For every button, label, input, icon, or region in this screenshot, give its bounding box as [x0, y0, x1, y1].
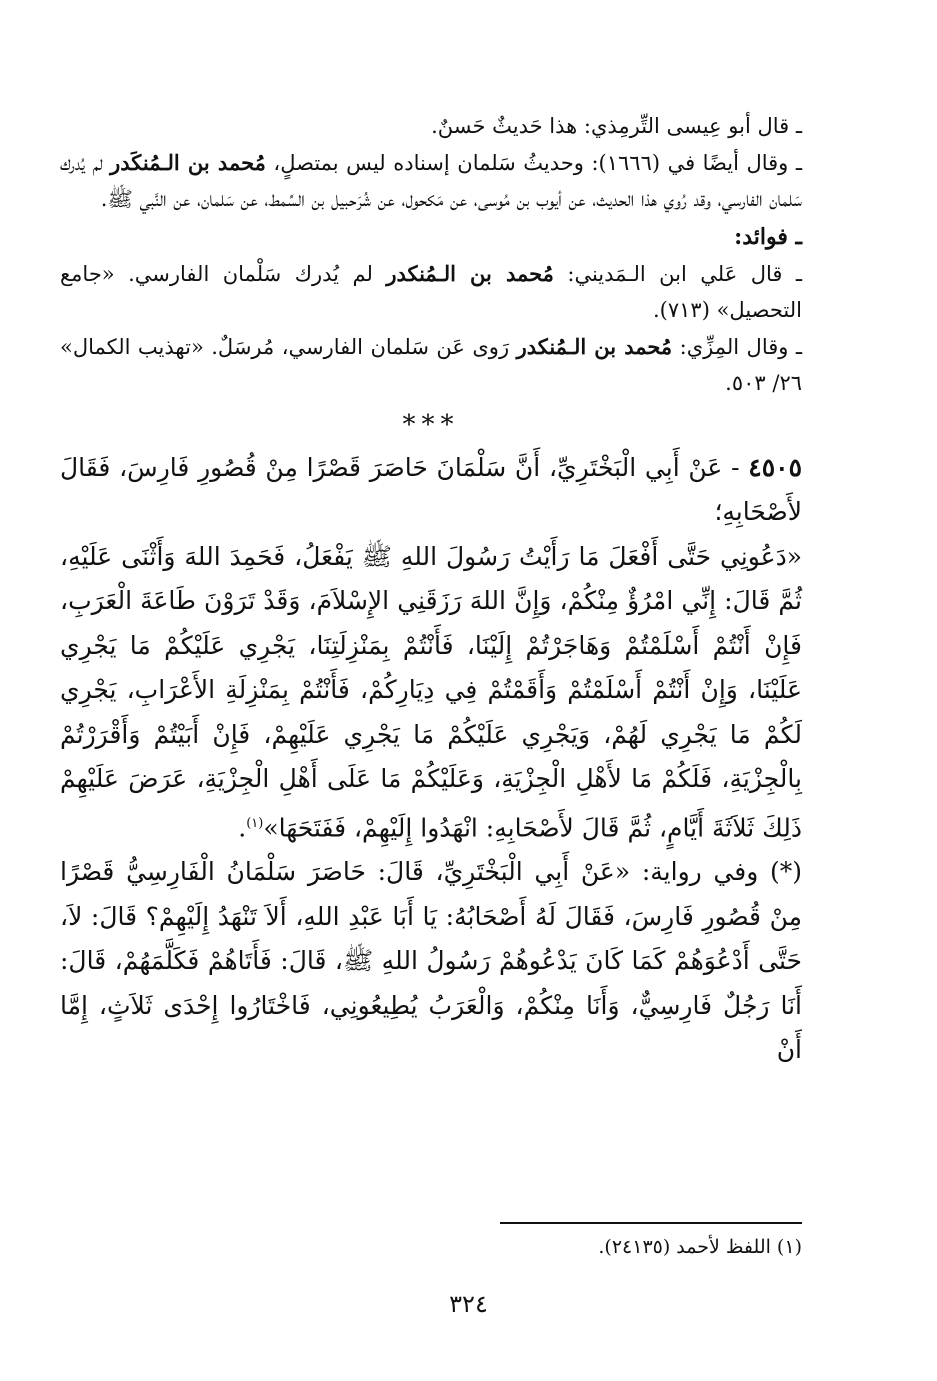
tirmidhi-also-paragraph [60, 145, 802, 218]
mizzi-rest: رَوى عَن سَلمان الفارسي، مُرسَلٌ. «تهذيب الكمال» ٢٦/ ٥٠٣. [60, 334, 802, 395]
footnote-divider [500, 1222, 802, 1224]
tirmidhi-line: ـ قال أبو عِيسى التِّرمِذي: هذا حَديثٌ حَسنٌ. [431, 114, 802, 138]
hadith-text [60, 535, 802, 851]
madini-rest: لم يُدرك سَلْمان الفارسي. «جامع التحصيل» (٧١٣). [60, 261, 802, 322]
hadith-intro [60, 446, 802, 535]
benefits-heading: ـ فوائد: [734, 223, 802, 250]
hadith-end: . [238, 812, 247, 842]
footnote: (١) اللفظ لأحمد (٢٤١٣٥). [598, 1236, 802, 1258]
mizzi-paragraph [60, 329, 802, 402]
mizzi-prefix: ـ وقال المِزِّي: [672, 334, 802, 359]
mizzi-bold-name: مُحمد بن الـمُنكدر [516, 333, 673, 359]
page-number: ٣٢٤ [449, 1290, 488, 1318]
section-separator: *** [402, 409, 460, 440]
madini-paragraph [60, 256, 802, 329]
page-body [60, 108, 802, 1073]
hadith-riwaya: (*) وفي رواية: «عَنْ أَبِي الْبَخْتَرِيِّ، قَالَ: حَاصَرَ سَلْمَانُ الْفَارِسِيُّ قَصْرًا مِنْ قُصُورِ فَارِسَ، فَقَالَ لَهُ أَصْحَابُهُ: يَا أَبَا عَبْدِ اللهِ، أَلاَ تَنْهَدُ إِلَيْهِمْ؟ قَالَ: لاَ، حَتَّى أَدْعُوَهُمْ كَمَا كَانَ يَدْعُوهُمْ رَسُولُ اللهِ ﷺ، قَالَ: فَأَتَاهُمْ فَكَلَّمَهُمْ، قَالَ: أَنَا رَجُلٌ فَارِسِيٌّ، وَأَنَا مِنْكُمْ، وَالْعَرَبُ يُطِيعُونِي، فَاخْتَارُوا إِحْدَى ثَلاَثٍ، إِمَّا أَنْ [60, 857, 802, 1065]
hadith-number: ٤٥٠٥ [748, 452, 803, 482]
madini-bold-name: مُحمد بن الـمُنكدر [386, 260, 554, 286]
hadith-body: «دَعُونِي حَتَّى أَفْعَلَ مَا رَأَيْتُ رَسُولَ اللهِ ﷺ يَفْعَلُ، فَحَمِدَ اللهَ وَأَثْنَى عَلَيْهِ، ثُمَّ قَالَ: إِنِّي امْرُؤٌ مِنْكُمْ، وَإِنَّ اللهَ رَزَقَنِي الإِسْلاَمَ، وَقَدْ تَرَوْنَ طَاعَةَ الْعَرَبِ، فَإِنْ أَنْتُمْ أَسْلَمْتُمْ وَهَاجَرْتُمْ إِلَيْنَا، فَأَنْتُمْ بِمَنْزِلَتِنَا، يَجْرِي عَلَيْكُمْ مَا يَجْرِي عَلَيْنَا، وَإِنْ أَنْتُمْ أَسْلَمْتُمْ وَأَقَمْتُمْ فِي دِيَارِكُمْ، فَأَنْتُمْ بِمَنْزِلَةِ الأَعْرَابِ، يَجْرِي لَكُمْ مَا يَجْرِي لَهُمْ، وَيَجْرِي عَلَيْكُمْ مَا يَجْرِي عَلَيْهِمْ، فَإِنْ أَبَيْتُمْ وَأَقْرَرْتُمْ بِالْجِزْيَةِ، فَلَكُمْ مَا لأَهْلِ الْجِزْيَةِ، وَعَلَيْكُمْ مَا عَلَى أَهْلِ الْجِزْيَةِ، عَرَضَ عَلَيْهِمْ ذَلِكَ ثَلاَثَةَ أَيَّامٍ، ثُمَّ قَالَ لأَصْحَابِهِ: انْهَدُوا إِلَيْهِمْ، فَفَتَحَهَا» [60, 541, 802, 842]
madini-prefix: ـ قال عَلي ابن الـمَديني: [553, 261, 803, 286]
also-prefix: ـ وقال أيضًا في (١٦٦٦): وحديثُ سَلمان إسناده ليس بمتصلٍ، [265, 150, 803, 175]
also-bold-name: مُحمد بن الـمُنكَدر [110, 149, 266, 175]
hadith-intro-text: - عَنْ أَبِي الْبَخْتَرِيِّ، أَنَّ سَلْمَانَ حَاصَرَ قَصْرًا مِنْ قُصُورِ فَارِسَ، فَقَالَ لأَصْحَابِهِ؛ [60, 452, 802, 526]
also-rest: لم يُدرك سَلمان الفارسي، وقد رُوي هذا الحديث، عن أيوب بن مُوسى، عن مَكحول، عن شُرَحبيل بن السِّمط، عن سَلمان، عن النَّبي ﷺ. [60, 150, 802, 211]
footnote-reference: (١) [246, 815, 264, 831]
